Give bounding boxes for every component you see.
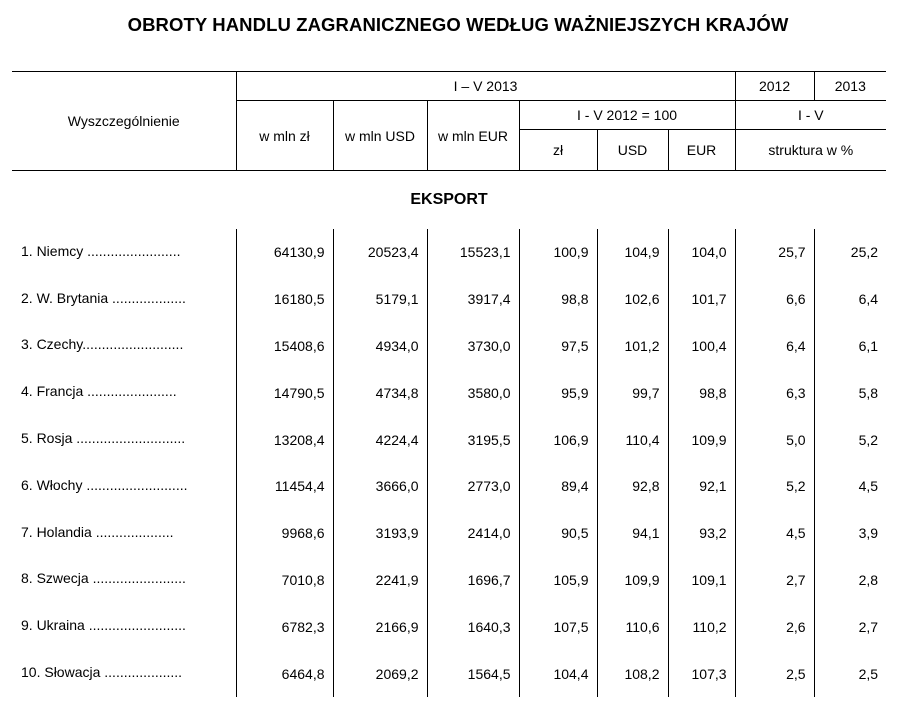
country-label: 4. Francja .......................	[21, 383, 177, 400]
table-row	[12, 276, 886, 323]
structure-2013: 3,9	[814, 510, 886, 557]
country-name	[12, 650, 236, 697]
index-usd: 104,9	[597, 229, 668, 276]
structure-2013: 2,5	[814, 650, 886, 697]
structure-2013: 5,2	[814, 416, 886, 463]
section-title: EKSPORT	[410, 191, 488, 208]
country-name	[12, 276, 236, 323]
period-short-header: I - V	[735, 101, 886, 130]
idx-eur-header: EUR	[668, 130, 735, 171]
index-zl: 105,9	[519, 557, 597, 604]
country-label: 6. Włochy ..........................	[21, 476, 188, 493]
index-zl: 98,8	[519, 276, 597, 323]
table-row	[12, 229, 886, 276]
index-eur: 109,9	[668, 416, 735, 463]
table-row	[12, 463, 886, 510]
country-label: 9. Ukraina .........................	[21, 617, 186, 634]
value-zl: 9968,6	[236, 510, 333, 557]
structure-2012: 6,4	[735, 323, 814, 370]
structure-2012: 5,2	[735, 463, 814, 510]
index-eur: 109,1	[668, 557, 735, 604]
value-usd: 4934,0	[333, 323, 427, 370]
country-name	[12, 323, 236, 370]
structure-2013: 4,5	[814, 463, 886, 510]
index-eur: 92,1	[668, 463, 735, 510]
value-zl: 15408,6	[236, 323, 333, 370]
index-usd: 109,9	[597, 557, 668, 604]
col-usd-header: w mln USD	[333, 101, 427, 171]
value-usd: 3666,0	[333, 463, 427, 510]
value-zl: 16180,5	[236, 276, 333, 323]
country-name	[12, 557, 236, 604]
table-row	[12, 369, 886, 416]
structure-2012: 2,5	[735, 650, 814, 697]
structure-2012: 5,0	[735, 416, 814, 463]
structure-2012: 4,5	[735, 510, 814, 557]
table-row	[12, 510, 886, 557]
row-label-header: Wyszczególnienie	[12, 72, 236, 171]
structure-2012: 25,7	[735, 229, 814, 276]
structure-2013: 6,4	[814, 276, 886, 323]
data-rows	[12, 229, 886, 697]
value-usd: 2166,9	[333, 603, 427, 650]
index-header: I - V 2012 = 100	[519, 101, 735, 130]
trade-table	[12, 71, 886, 697]
value-eur: 1564,5	[427, 650, 519, 697]
index-usd: 99,7	[597, 369, 668, 416]
value-zl: 14790,5	[236, 369, 333, 416]
index-zl: 90,5	[519, 510, 597, 557]
index-usd: 94,1	[597, 510, 668, 557]
country-label: 8. Szwecja ........................	[21, 570, 186, 587]
index-zl: 100,9	[519, 229, 597, 276]
index-eur: 93,2	[668, 510, 735, 557]
index-eur: 107,3	[668, 650, 735, 697]
index-usd: 108,2	[597, 650, 668, 697]
year-2012-header: 2012	[735, 72, 814, 101]
index-zl: 89,4	[519, 463, 597, 510]
col-eur-header: w mln EUR	[427, 101, 519, 171]
index-usd: 110,4	[597, 416, 668, 463]
value-eur: 15523,1	[427, 229, 519, 276]
idx-usd-header: USD	[597, 130, 668, 171]
value-eur: 2414,0	[427, 510, 519, 557]
value-zl: 64130,9	[236, 229, 333, 276]
value-usd: 3193,9	[333, 510, 427, 557]
value-zl: 6782,3	[236, 603, 333, 650]
value-usd: 4734,8	[333, 369, 427, 416]
value-usd: 4224,4	[333, 416, 427, 463]
index-eur: 100,4	[668, 323, 735, 370]
value-zl: 7010,8	[236, 557, 333, 604]
structure-2013: 2,7	[814, 603, 886, 650]
structure-2012: 6,6	[735, 276, 814, 323]
page-title: OBROTY HANDLU ZAGRANICZNEGO WEDŁUG WAŻNIEJSZYCH KRAJÓW	[127, 14, 789, 35]
index-eur: 104,0	[668, 229, 735, 276]
country-label: 10. Słowacja ....................	[21, 664, 183, 681]
value-zl: 11454,4	[236, 463, 333, 510]
index-usd: 101,2	[597, 323, 668, 370]
country-name	[12, 369, 236, 416]
country-label: 2. W. Brytania ...................	[21, 289, 186, 306]
index-eur: 110,2	[668, 603, 735, 650]
col-zl-header: w mln zł	[236, 101, 333, 171]
country-label: 1. Niemcy ........................	[21, 242, 181, 259]
index-eur: 101,7	[668, 276, 735, 323]
country-label: 7. Holandia ....................	[21, 523, 174, 540]
structure-header: struktura w %	[735, 130, 886, 171]
structure-2013: 25,2	[814, 229, 886, 276]
index-eur: 98,8	[668, 369, 735, 416]
structure-2012: 6,3	[735, 369, 814, 416]
value-zl: 13208,4	[236, 416, 333, 463]
structure-2013: 6,1	[814, 323, 886, 370]
index-usd: 92,8	[597, 463, 668, 510]
value-usd: 2241,9	[333, 557, 427, 604]
idx-zl-header: zł	[519, 130, 597, 171]
value-eur: 3730,0	[427, 323, 519, 370]
index-zl: 97,5	[519, 323, 597, 370]
value-zl: 6464,8	[236, 650, 333, 697]
index-zl: 95,9	[519, 369, 597, 416]
country-name	[12, 603, 236, 650]
index-usd: 102,6	[597, 276, 668, 323]
table-row	[12, 557, 886, 604]
country-name	[12, 229, 236, 276]
index-usd: 110,6	[597, 603, 668, 650]
structure-2013: 5,8	[814, 369, 886, 416]
table-row	[12, 323, 886, 370]
index-zl: 106,9	[519, 416, 597, 463]
country-label: 3. Czechy..........................	[21, 336, 184, 353]
country-label: 5. Rosja ............................	[21, 430, 186, 447]
index-zl: 104,4	[519, 650, 597, 697]
value-eur: 2773,0	[427, 463, 519, 510]
index-zl: 107,5	[519, 603, 597, 650]
country-name	[12, 463, 236, 510]
year-2013-header: 2013	[814, 72, 886, 101]
value-usd: 5179,1	[333, 276, 427, 323]
period-main-header: I – V 2013	[236, 72, 735, 101]
value-eur: 1696,7	[427, 557, 519, 604]
structure-2012: 2,6	[735, 603, 814, 650]
value-eur: 3195,5	[427, 416, 519, 463]
structure-2013: 2,8	[814, 557, 886, 604]
structure-2012: 2,7	[735, 557, 814, 604]
country-name	[12, 510, 236, 557]
value-eur: 3917,4	[427, 276, 519, 323]
table-row	[12, 603, 886, 650]
value-eur: 1640,3	[427, 603, 519, 650]
value-usd: 20523,4	[333, 229, 427, 276]
value-eur: 3580,0	[427, 369, 519, 416]
table-row	[12, 650, 886, 697]
value-usd: 2069,2	[333, 650, 427, 697]
country-name	[12, 416, 236, 463]
table-row	[12, 416, 886, 463]
